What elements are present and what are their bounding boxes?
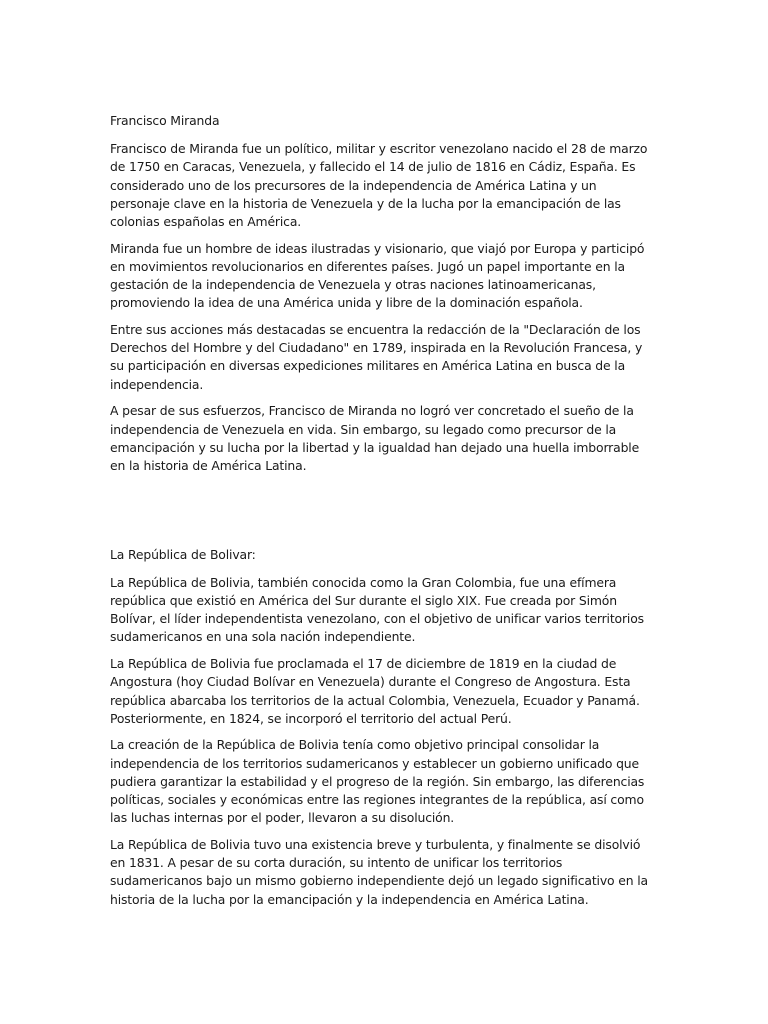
paragraph: A pesar de sus esfuerzos, Francisco de Miranda no logró ver concretado el sueño de la independencia de Venezuela en vida. Sin embargo, su legado como precursor de la emancipación y su lucha por la libertad y la igualdad han dejado una huella imborrable en la historia de América Latina.: [110, 403, 640, 473]
paragraph: La República de Bolivia, también conocida como la Gran Colombia, fue una efímera república que existió en América del Sur durante el siglo XIX. Fue creada por Simón Bolívar, el líder independentista venezolano, con el objetivo de unificar varios territorios sudamericanos en una sola nación independiente.: [110, 574, 644, 645]
paragraph: La República de Bolivia tuvo una existencia breve y turbulenta, y finalmente se disolvió en 1831. A pesar de su corta duración, su intento de unificar los territorios sudamericanos bajo un mismo gobierno independiente dejó un legado significativo en la historia de la lucha por la emancipación y la independencia en América Latina.: [110, 837, 648, 907]
paragraph: Entre sus acciones más destacadas se encuentra la redacción de la "Declaración de los Derechos del Hombre y del Ciudadano" en 1789, inspirada en la Revolución Francesa, y su participación en diversas expediciones militares en América Latina en busca de la independencia.: [110, 322, 643, 392]
paragraph: Francisco de Miranda fue un político, militar y escritor venezolano nacido el 28 de marzo de 1750 en Caracas, Venezuela, y fallecido el 14 de julio de 1816 en Cádiz, España. Es considerado uno de los precursores de la independencia de América Latina y un personaje clave en la historia de Venezuela y de la lucha por la emancipación de las colonias españolas en América.: [110, 141, 648, 230]
paragraph: Miranda fue un hombre de ideas ilustradas y visionario, que viajó por Europa y participó en movimientos revolucionarios en diferentes países. Jugó un papel importante en la gestación de la independencia de Venezuela y otras naciones latinoamericanas, promoviendo la idea de una América unida y libre de la dominación española.: [110, 240, 645, 311]
section-spacer: [110, 484, 658, 546]
section-title-francisco-miranda: Francisco Miranda: [110, 113, 220, 128]
paragraph: La creación de la República de Bolivia tenía como objetivo principal consolidar la independencia de los territorios sudamericanos y establecer un gobierno unificado que pudiera garantizar la estabilidad y el progreso de la región. Sin embargo, las diferencias políticas, sociales y económicas entre las regiones integrantes de la república, así como las luchas internas por el poder, llevaron a su disolución.: [110, 737, 645, 826]
paragraph: La República de Bolivia fue proclamada el 17 de diciembre de 1819 en la ciudad de Angostura (hoy Ciudad Bolívar en Venezuela) durante el Congreso de Angostura. Esta república abarcaba los territorios de la actual Colombia, Venezuela, Ecuador y Panamá. Posteriormente, en 1824, se incorporó el territorio del actual Perú.: [110, 656, 640, 726]
document-body: [110, 112, 658, 917]
section-title-republica-bolivar: La República de Bolivar:: [110, 546, 256, 562]
